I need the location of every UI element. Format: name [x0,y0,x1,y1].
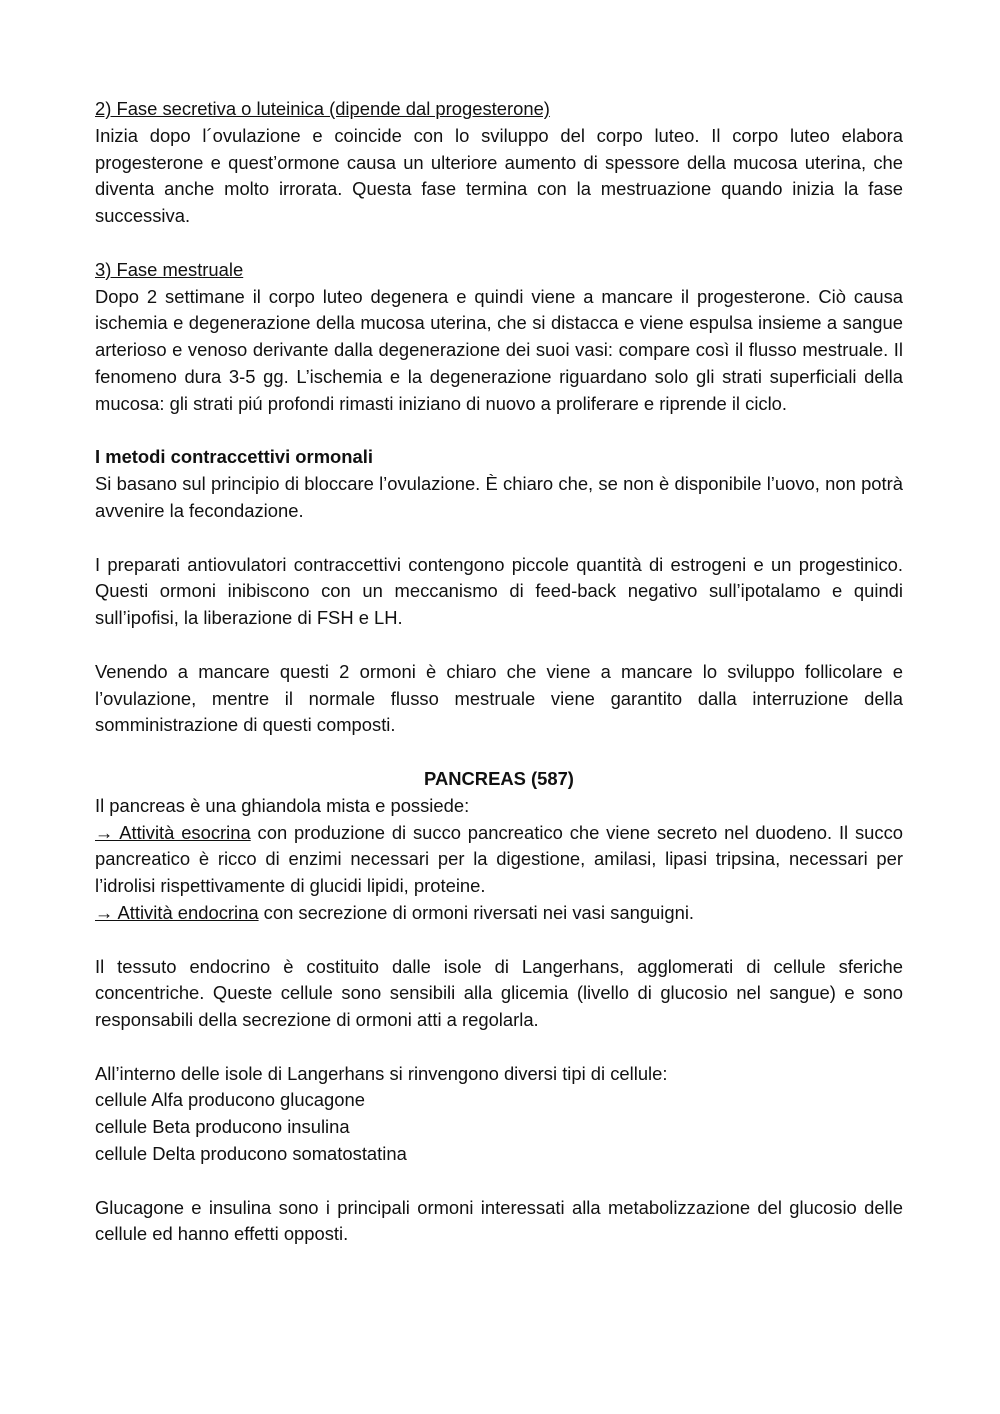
spacer [95,418,903,445]
pancreas-section [95,766,903,1248]
cell-type-beta: cellule Beta producono insulina [95,1116,350,1138]
endocrine-tissue-paragraph: Il tessuto endocrino è costituito dalle isole di Langerhans, agglomerati di cellule sferiche concentriche. Queste cellule sono sensibili alla glicemia (livello di glucosio nel sangue) e sono responsabili della secrezione di ormoni atti a regolarla. [95,955,903,1031]
exocrine-activity-text: con produzione di succo pancreatico che viene secreto nel duodeno. Il succo pancreatico è ricco di enzimi necessari per la digestione, amilasi, lipasi tripsina, necessari per l’idrolisi rispettivamente di glucidi lipidi, proteine. [95,821,903,897]
spacer [95,525,903,552]
contraceptives-paragraph-3: Venendo a mancare questi 2 ormoni è chiaro che viene a mancare lo sviluppo follicolare e l’ovulazione, mentre il normale flusso mestruale viene garantito dalla interruzione della somministrazione di questi composti. [95,660,903,736]
exocrine-activity [95,820,903,900]
spacer [95,927,903,954]
spacer [95,1168,903,1195]
endocrine-activity [95,900,903,927]
cell-type-alfa: cellule Alfa producono glucagone [95,1089,365,1111]
spacer [95,739,903,766]
cells-intro: All’interno delle isole di Langerhans si rinvengono diversi tipi di cellule: [95,1062,668,1084]
menstrual-phase-heading: 3) Fase mestruale [95,258,244,280]
contraceptives-paragraph-1: Si basano sul principio di bloccare l’ovulazione. È chiaro che, se non è disponibile l’uovo, non potrà avvenire la fecondazione. [95,473,903,521]
cell-type-delta: cellule Delta producono somatostatina [95,1143,407,1165]
endocrine-activity-label: → Attività endocrina [95,901,259,923]
secretory-phase-body: Inizia dopo l´ovulazione e coincide con lo sviluppo del corpo luteo. Il corpo luteo elabora progesterone e quest’ormone causa un ulteriore aumento di spessore della mucosa uterina, che diventa anche molto irrorata. Questa fase termina con la mestruazione quando inizia la fase successiva. [95,124,903,227]
document-page [95,96,903,1248]
spacer [95,1034,903,1061]
secretory-phase-section [95,96,903,230]
pancreas-title: PANCREAS (587) [424,767,574,789]
contraceptives-heading: I metodi contraccettivi ormonali [95,446,373,468]
final-paragraph: Glucagone e insulina sono i principali ormoni interessati alla metabolizzazione del glucosio delle cellule ed hanno effetti opposti. [95,1196,903,1245]
contraceptives-paragraph-2: I preparati antiovulatori contraccettivi contengono piccole quantità di estrogeni e un progestinico. Questi ormoni inibiscono con un meccanismo di feed-back negativo sull’ipotalamo e quindi sull’ipofisi, la liberazione di FSH e LH. [95,553,903,629]
menstrual-phase-body: Dopo 2 settimane il corpo luteo degenera e quindi viene a mancare il progesterone. Ciò causa ischemia e degenerazione della mucosa uterina, che si distacca e viene espulsa insieme a sangue arterioso e venoso derivante dalla degenerazione dei suoi vasi: compare così il flusso mestruale. Il fenomeno dura 3-5 gg. L’ischemia e la degenerazione riguardano solo gli strati superficiali della mucosa: gli strati piú profondi rimasti iniziano di nuovo a proliferare e riprende il ciclo. [95,285,903,414]
spacer [95,632,903,659]
exocrine-activity-label: → Attività esocrina [95,821,251,843]
spacer [95,230,903,257]
secretory-phase-heading: 2) Fase secretiva o luteinica (dipende dal progesterone) [95,98,550,119]
menstrual-phase-section [95,257,903,418]
contraceptives-section [95,444,903,739]
endocrine-activity-text: con secrezione di ormoni riversati nei vasi sanguigni. [258,901,695,923]
pancreas-intro: Il pancreas è una ghiandola mista e possiede: [95,794,470,816]
